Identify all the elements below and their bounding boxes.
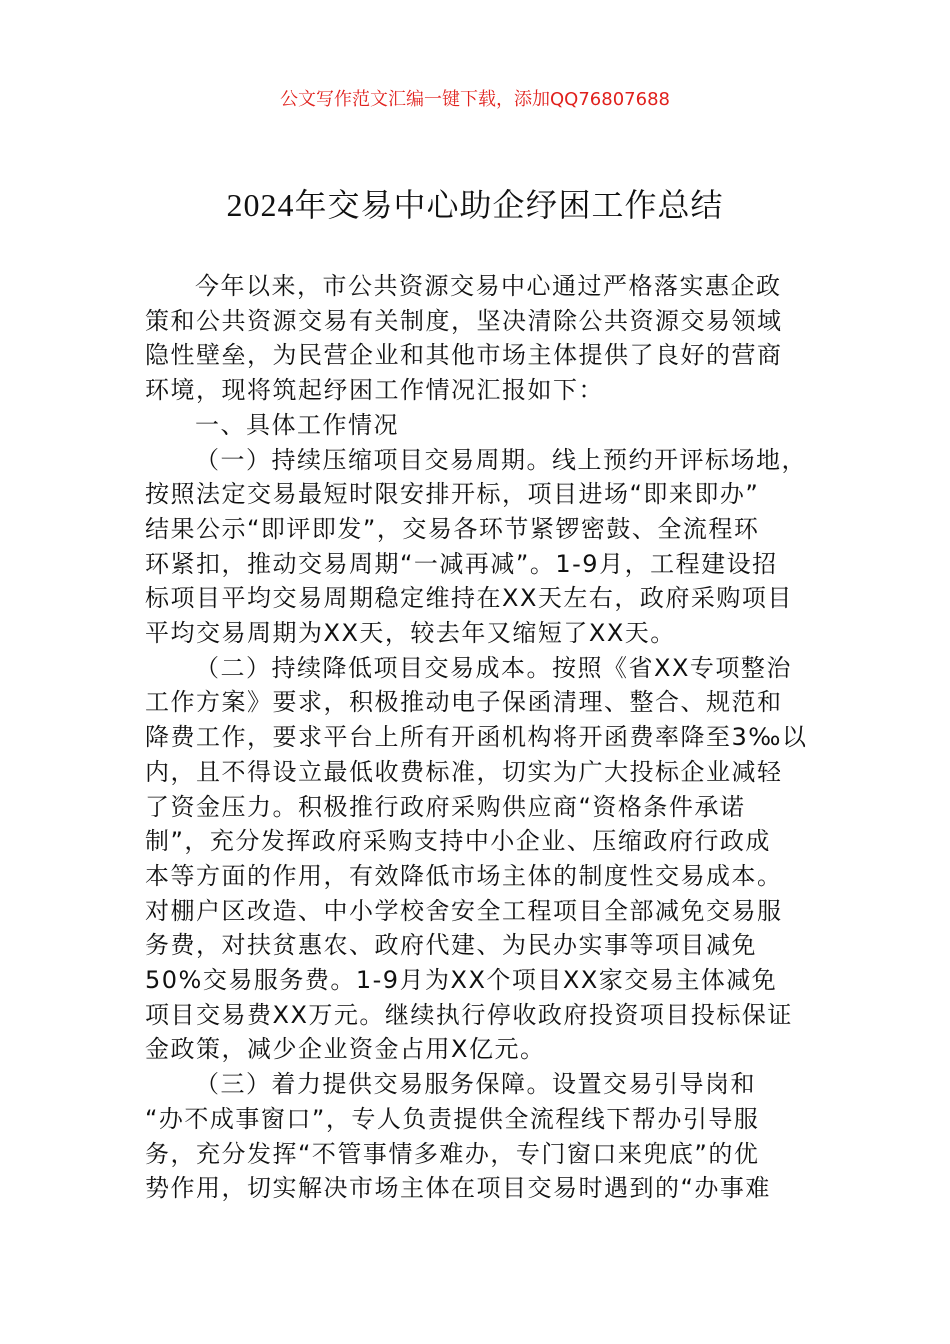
text-line: 结果公示“即评即发”，交易各环节紧锣密鼓、全流程环	[145, 514, 760, 543]
text-line: （二）持续降低项目交易成本。按照《省XX专项整治	[195, 653, 792, 682]
text-line: （一）持续压缩项目交易周期。线上预约开评标场地，	[195, 445, 807, 474]
text-line: 策和公共资源交易有关制度，坚决清除公共资源交易领域	[145, 306, 783, 335]
text-line: “办不成事窗口”，专人负责提供全流程线下帮办引导服	[145, 1104, 760, 1133]
text-line: 势作用，切实解决市场主体在项目交易时遇到的“办事难	[145, 1174, 771, 1203]
text-line: 制”，充分发挥政府采购支持中小企业、压缩政府行政成	[145, 827, 771, 856]
document-body	[145, 269, 815, 1206]
text-line: 务费，对扶贫惠农、政府代建、为民办实事等项目减免	[145, 931, 757, 960]
text-line: 工作方案》要求，积极推动电子保函清理、整合、规范和	[145, 688, 783, 717]
promo-header: 公文写作范文汇编一键下载，添加QQ76807688	[280, 89, 670, 110]
text-line: 标项目平均交易周期稳定维持在XX天左右，政府采购项目	[145, 584, 793, 613]
text-line: 金政策，减少企业资金占用X亿元。	[145, 1035, 546, 1064]
text-line: 平均交易周期为XX天，较去年又缩短了XX天。	[145, 619, 676, 648]
text-line: 隐性壁垒，为民营企业和其他市场主体提供了良好的营商	[145, 341, 783, 370]
text-line: 环境，现将筑起纾困工作情况汇报如下：	[145, 376, 604, 405]
text-line: 项目交易费XX万元。继续执行停收政府投资项目投标保证	[145, 1000, 793, 1029]
text-line: 按照法定交易最短时限安排开标，项目进场“即来即办”	[145, 480, 760, 509]
text-line: 环紧扣，推动交易周期“一减再减”。1-9月，工程建设招	[145, 549, 778, 578]
text-line: 降费工作，要求平台上所有开函机构将开函费率降至3‰以	[145, 723, 808, 752]
text-line: 50%交易服务费。1-9月为XX个项目XX家交易主体减免	[145, 966, 778, 995]
text-line: 对棚户区改造、中小学校舍安全工程项目全部减免交易服	[145, 896, 783, 925]
text-line: 务，充分发挥“不管事情多难办，专门窗口来兜底”的优	[145, 1139, 760, 1168]
text-line: 今年以来，市公共资源交易中心通过严格落实惠企政	[195, 272, 782, 300]
text-line: 本等方面的作用，有效降低市场主体的制度性交易成本。	[145, 861, 783, 890]
text-line: 内，且不得设立最低收费标准，切实为广大投标企业减轻	[145, 757, 783, 786]
text-line: 一、具体工作情况	[195, 410, 399, 439]
document-title: 2024年交易中心助企纾困工作总结	[226, 187, 724, 223]
text-line: 了资金压力。积极推行政府采购供应商“资格条件承诺	[145, 792, 746, 821]
text-line: （三）着力提供交易服务保障。设置交易引导岗和	[195, 1070, 756, 1099]
